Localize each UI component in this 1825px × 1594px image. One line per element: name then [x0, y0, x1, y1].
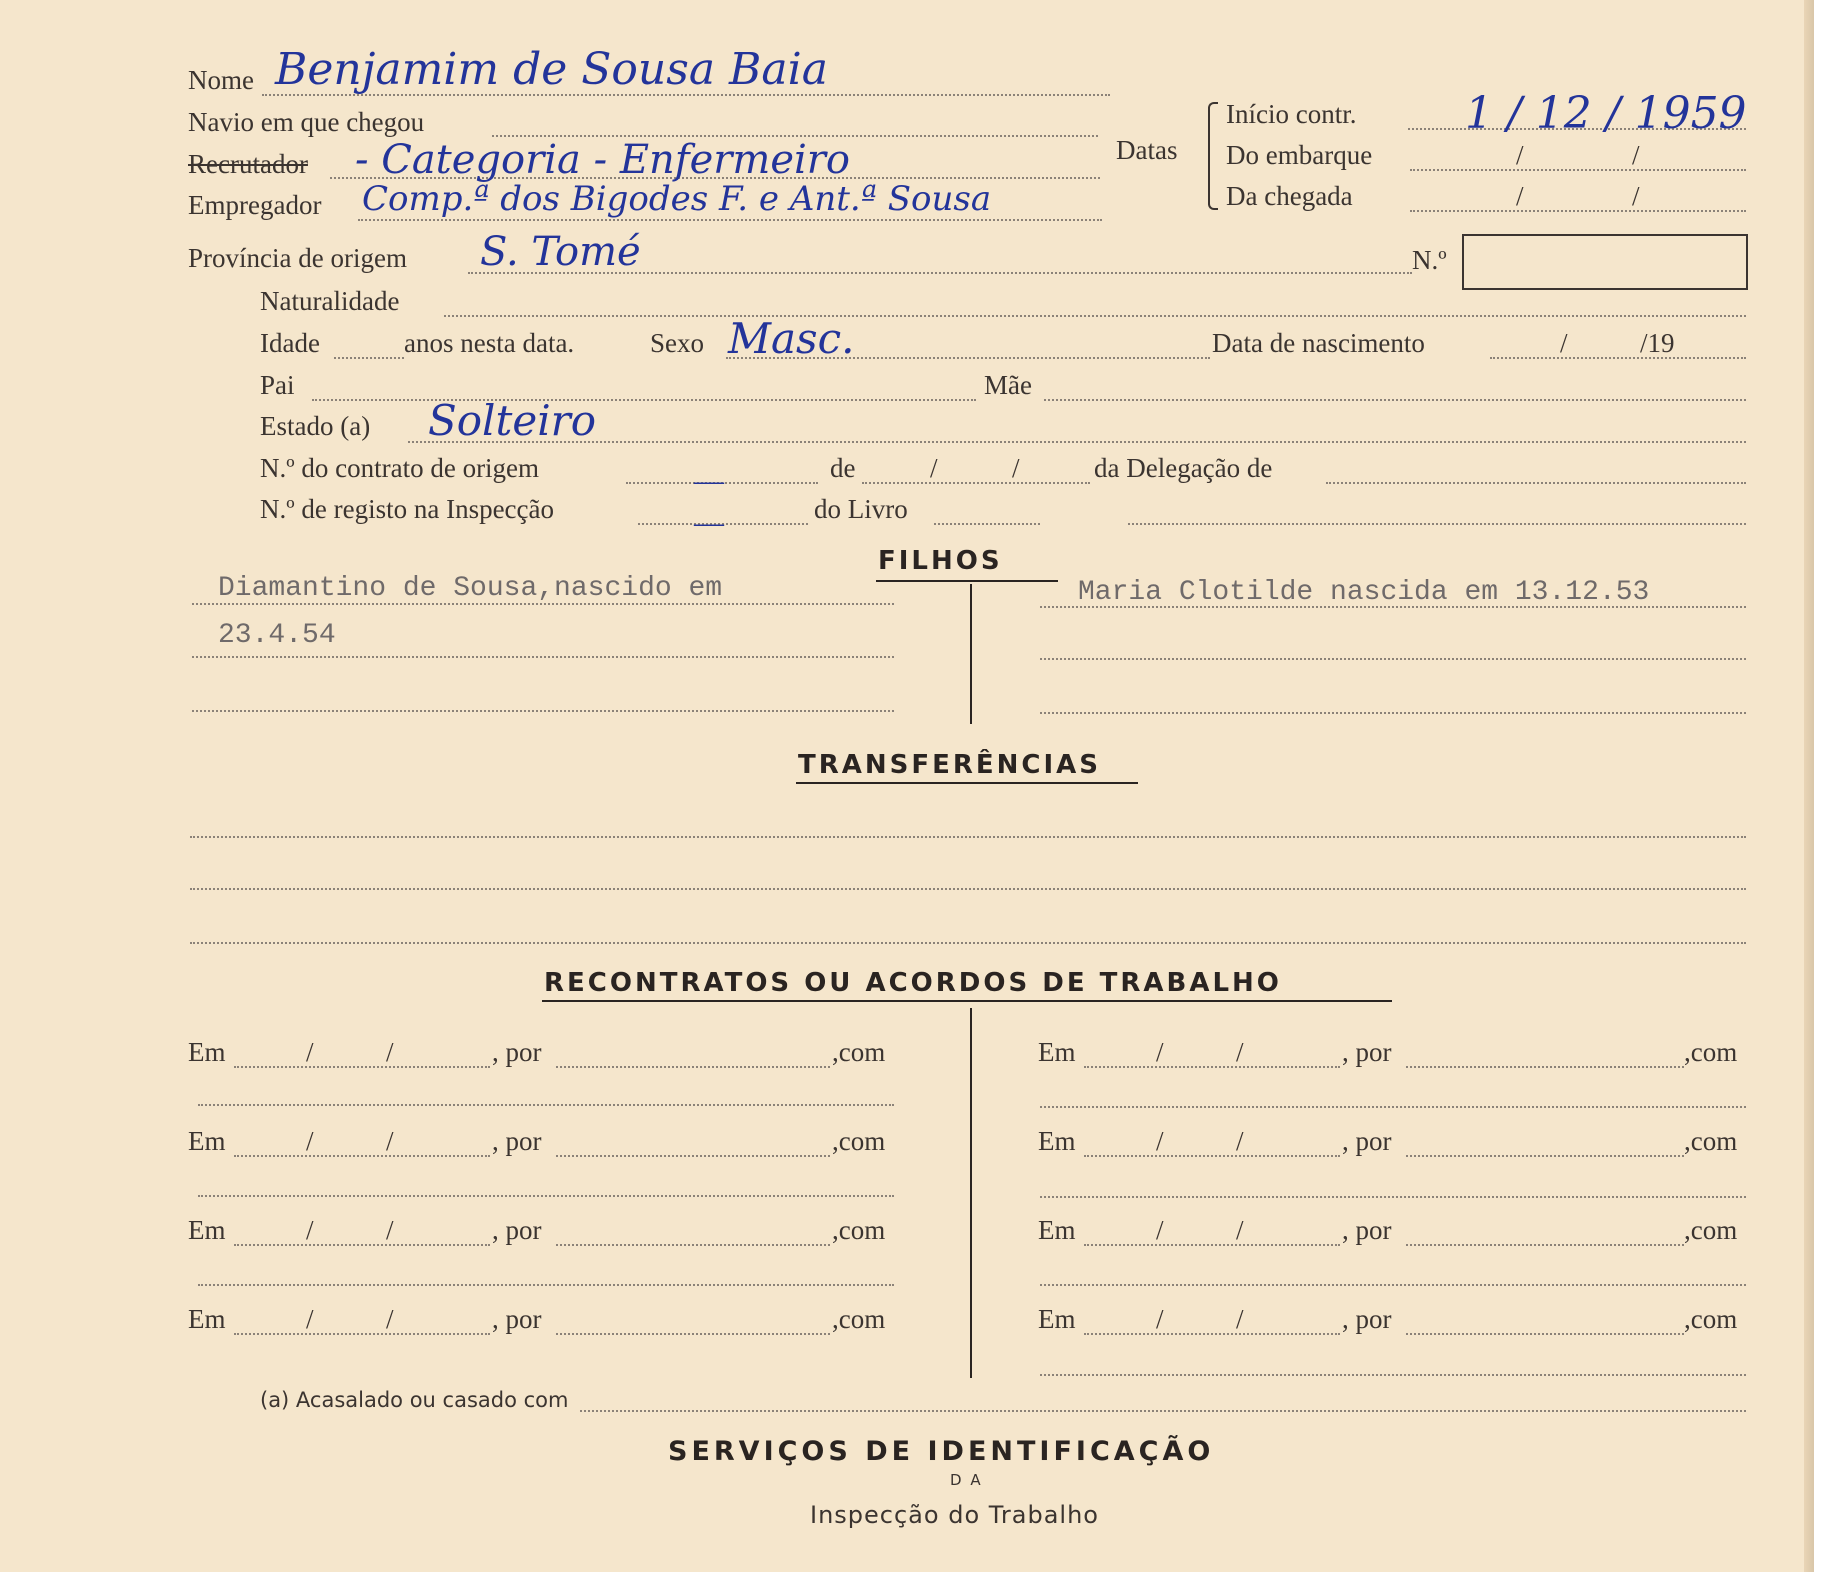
em-label: Em [188, 1304, 226, 1334]
em-slash: / [1156, 1037, 1164, 1067]
em-date-line [234, 1244, 490, 1246]
livro-line-2 [1128, 523, 1746, 525]
chegada-label: Da chegada [1226, 181, 1353, 211]
nascimento-year: /19 [1640, 328, 1675, 358]
filhos-underline [876, 580, 1058, 582]
anos-label: anos nesta data. [404, 328, 575, 358]
por-line [556, 1244, 830, 1246]
datas-brace [1208, 102, 1218, 210]
recontrato-line [1040, 1284, 1746, 1286]
recontrato-line [1040, 1106, 1746, 1108]
em-date-line [234, 1155, 490, 1157]
em-slash: / [1236, 1037, 1244, 1067]
recontrato-line [198, 1195, 894, 1197]
em-slash: / [306, 1215, 314, 1245]
transferencias-heading: TRANSFERÊNCIAS [798, 750, 1102, 780]
nascimento-line [1490, 357, 1746, 359]
naturalidade-line [444, 315, 1746, 317]
com-label: ,com [832, 1304, 886, 1334]
numero-box [1462, 234, 1748, 290]
com-label: ,com [1684, 1126, 1738, 1156]
por-line [556, 1066, 830, 1068]
em-slash: / [306, 1126, 314, 1156]
embarque-slash-2: / [1632, 140, 1640, 170]
sexo-value: Masc. [728, 314, 855, 363]
por-line [556, 1333, 830, 1335]
filhos-left-line-1 [192, 603, 894, 605]
provincia-label: Província de origem [188, 243, 407, 273]
empregador-line [358, 219, 1102, 221]
nome-label: Nome [188, 65, 254, 95]
navio-label: Navio em que chegou [188, 107, 425, 137]
footer-da: D A [950, 1471, 983, 1489]
com-label: ,com [832, 1215, 886, 1245]
delegacao-label: da Delegação de [1094, 453, 1273, 483]
recrutador-label: Recrutador [188, 149, 308, 179]
por-line [1406, 1155, 1684, 1157]
com-label: ,com [832, 1037, 886, 1067]
embarque-line [1410, 169, 1746, 171]
mae-label: Mãe [984, 370, 1032, 400]
por-label: , por [1342, 1126, 1392, 1156]
recontratos-divider [970, 1008, 972, 1378]
estado-label: Estado (a) [260, 411, 371, 441]
com-label: ,com [1684, 1037, 1738, 1067]
registo-mark: — [694, 506, 724, 539]
mae-line [1044, 399, 1746, 401]
contrato-date-line [862, 482, 1090, 484]
filho-left-line2: 23.4.54 [218, 620, 336, 651]
contrato-slash-1: / [930, 453, 938, 483]
em-slash: / [306, 1304, 314, 1334]
estado-value: Solteiro [428, 396, 597, 445]
em-slash: / [386, 1126, 394, 1156]
por-label: , por [1342, 1304, 1392, 1334]
chegada-slash-1: / [1516, 181, 1524, 211]
transferencias-underline [796, 782, 1138, 784]
por-line [556, 1155, 830, 1157]
chegada-line [1410, 210, 1746, 212]
por-line [1406, 1244, 1684, 1246]
recontrato-line [198, 1104, 894, 1106]
idade-line [334, 357, 404, 359]
em-slash: / [1236, 1215, 1244, 1245]
em-label: Em [1038, 1126, 1076, 1156]
em-slash: / [1156, 1304, 1164, 1334]
em-label: Em [1038, 1304, 1076, 1334]
em-label: Em [188, 1215, 226, 1245]
filhos-right-line-1 [1040, 606, 1746, 608]
livro-line [934, 523, 1040, 525]
com-label: ,com [1684, 1215, 1738, 1245]
filhos-divider [970, 584, 972, 724]
card-edge [1804, 0, 1814, 1572]
por-label: , por [1342, 1037, 1392, 1067]
em-label: Em [1038, 1215, 1076, 1245]
sexo-label: Sexo [650, 328, 704, 358]
nascimento-label: Data de nascimento [1212, 328, 1425, 358]
recrutador-value: - Categoria - Enfermeiro [355, 137, 850, 183]
embarque-label: Do embarque [1226, 140, 1373, 170]
em-date-line [234, 1066, 490, 1068]
filhos-left-line-2 [192, 656, 894, 658]
em-date-line [1084, 1066, 1340, 1068]
por-label: , por [1342, 1215, 1392, 1245]
naturalidade-label: Naturalidade [260, 286, 400, 316]
em-date-line [1084, 1244, 1340, 1246]
pai-label: Pai [260, 370, 295, 400]
em-date-line [1084, 1155, 1340, 1157]
filho-left-line1: Diamantino de Sousa,nascido em [218, 573, 723, 604]
em-date-line [234, 1333, 490, 1335]
livro-label: do Livro [814, 494, 908, 524]
inicio-value: 1 / 12 / 1959 [1465, 88, 1747, 139]
filhos-right-line-2 [1040, 658, 1746, 660]
contrato-de: de [830, 453, 856, 483]
datas-label: Datas [1116, 135, 1178, 165]
em-slash: / [1236, 1304, 1244, 1334]
em-label: Em [188, 1037, 226, 1067]
filhos-right-line-3 [1040, 712, 1746, 714]
contrato-mark: — [694, 464, 724, 497]
recontratos-heading: RECONTRATOS OU ACORDOS DE TRABALHO [544, 968, 1282, 998]
estado-line [408, 441, 1746, 443]
contrato-slash-2: / [1012, 453, 1020, 483]
por-label: , por [492, 1215, 542, 1245]
em-slash: / [386, 1215, 394, 1245]
chegada-slash-2: / [1632, 181, 1640, 211]
footnote-line [580, 1410, 1746, 1412]
footer-title: SERVIÇOS DE IDENTIFICAÇÃO [668, 1436, 1215, 1467]
em-date-line [1084, 1333, 1340, 1335]
por-label: , por [492, 1126, 542, 1156]
recontrato-line [1040, 1196, 1746, 1198]
empregador-label: Empregador [188, 190, 322, 220]
por-label: , por [492, 1304, 542, 1334]
em-label: Em [1038, 1037, 1076, 1067]
nome-value: Benjamim de Sousa Baia [275, 44, 828, 95]
por-line [1406, 1333, 1684, 1335]
transferencias-line-1 [190, 836, 1746, 838]
delegacao-line [1326, 482, 1746, 484]
por-line [1406, 1066, 1684, 1068]
recontratos-underline [542, 1000, 1392, 1002]
com-label: ,com [832, 1126, 886, 1156]
filhos-left-line-3 [192, 710, 894, 712]
transferencias-line-3 [190, 942, 1746, 944]
filhos-heading: FILHOS [878, 546, 1003, 576]
empregador-value: Comp.ª dos Bigodes F. e Ant.ª Sousa [362, 179, 992, 219]
inicio-label: Início contr. [1226, 99, 1357, 129]
transferencias-line-2 [190, 888, 1746, 890]
filho-right-line1: Maria Clotilde nascida em 13.12.53 [1078, 577, 1650, 608]
em-slash: / [386, 1037, 394, 1067]
provincia-value: S. Tomé [480, 229, 641, 275]
footer-subtitle: Inspecção do Trabalho [810, 1501, 1099, 1529]
numero-label: N.º [1412, 245, 1447, 275]
nascimento-slash: / [1560, 328, 1568, 358]
em-slash: / [1236, 1126, 1244, 1156]
pai-line [312, 399, 976, 401]
com-label: ,com [1684, 1304, 1738, 1334]
registo-label: N.º de registo na Inspecção [260, 494, 555, 524]
contrato-label: N.º do contrato de origem [260, 453, 540, 483]
recontrato-line [1040, 1374, 1746, 1376]
por-label: , por [492, 1037, 542, 1067]
em-label: Em [188, 1126, 226, 1156]
em-slash: / [306, 1037, 314, 1067]
embarque-slash-1: / [1516, 140, 1524, 170]
em-slash: / [1156, 1126, 1164, 1156]
recontrato-line [198, 1284, 894, 1286]
idade-label: Idade [260, 328, 320, 358]
em-slash: / [1156, 1215, 1164, 1245]
footnote: (a) Acasalado ou casado com [260, 1388, 569, 1412]
em-slash: / [386, 1304, 394, 1334]
